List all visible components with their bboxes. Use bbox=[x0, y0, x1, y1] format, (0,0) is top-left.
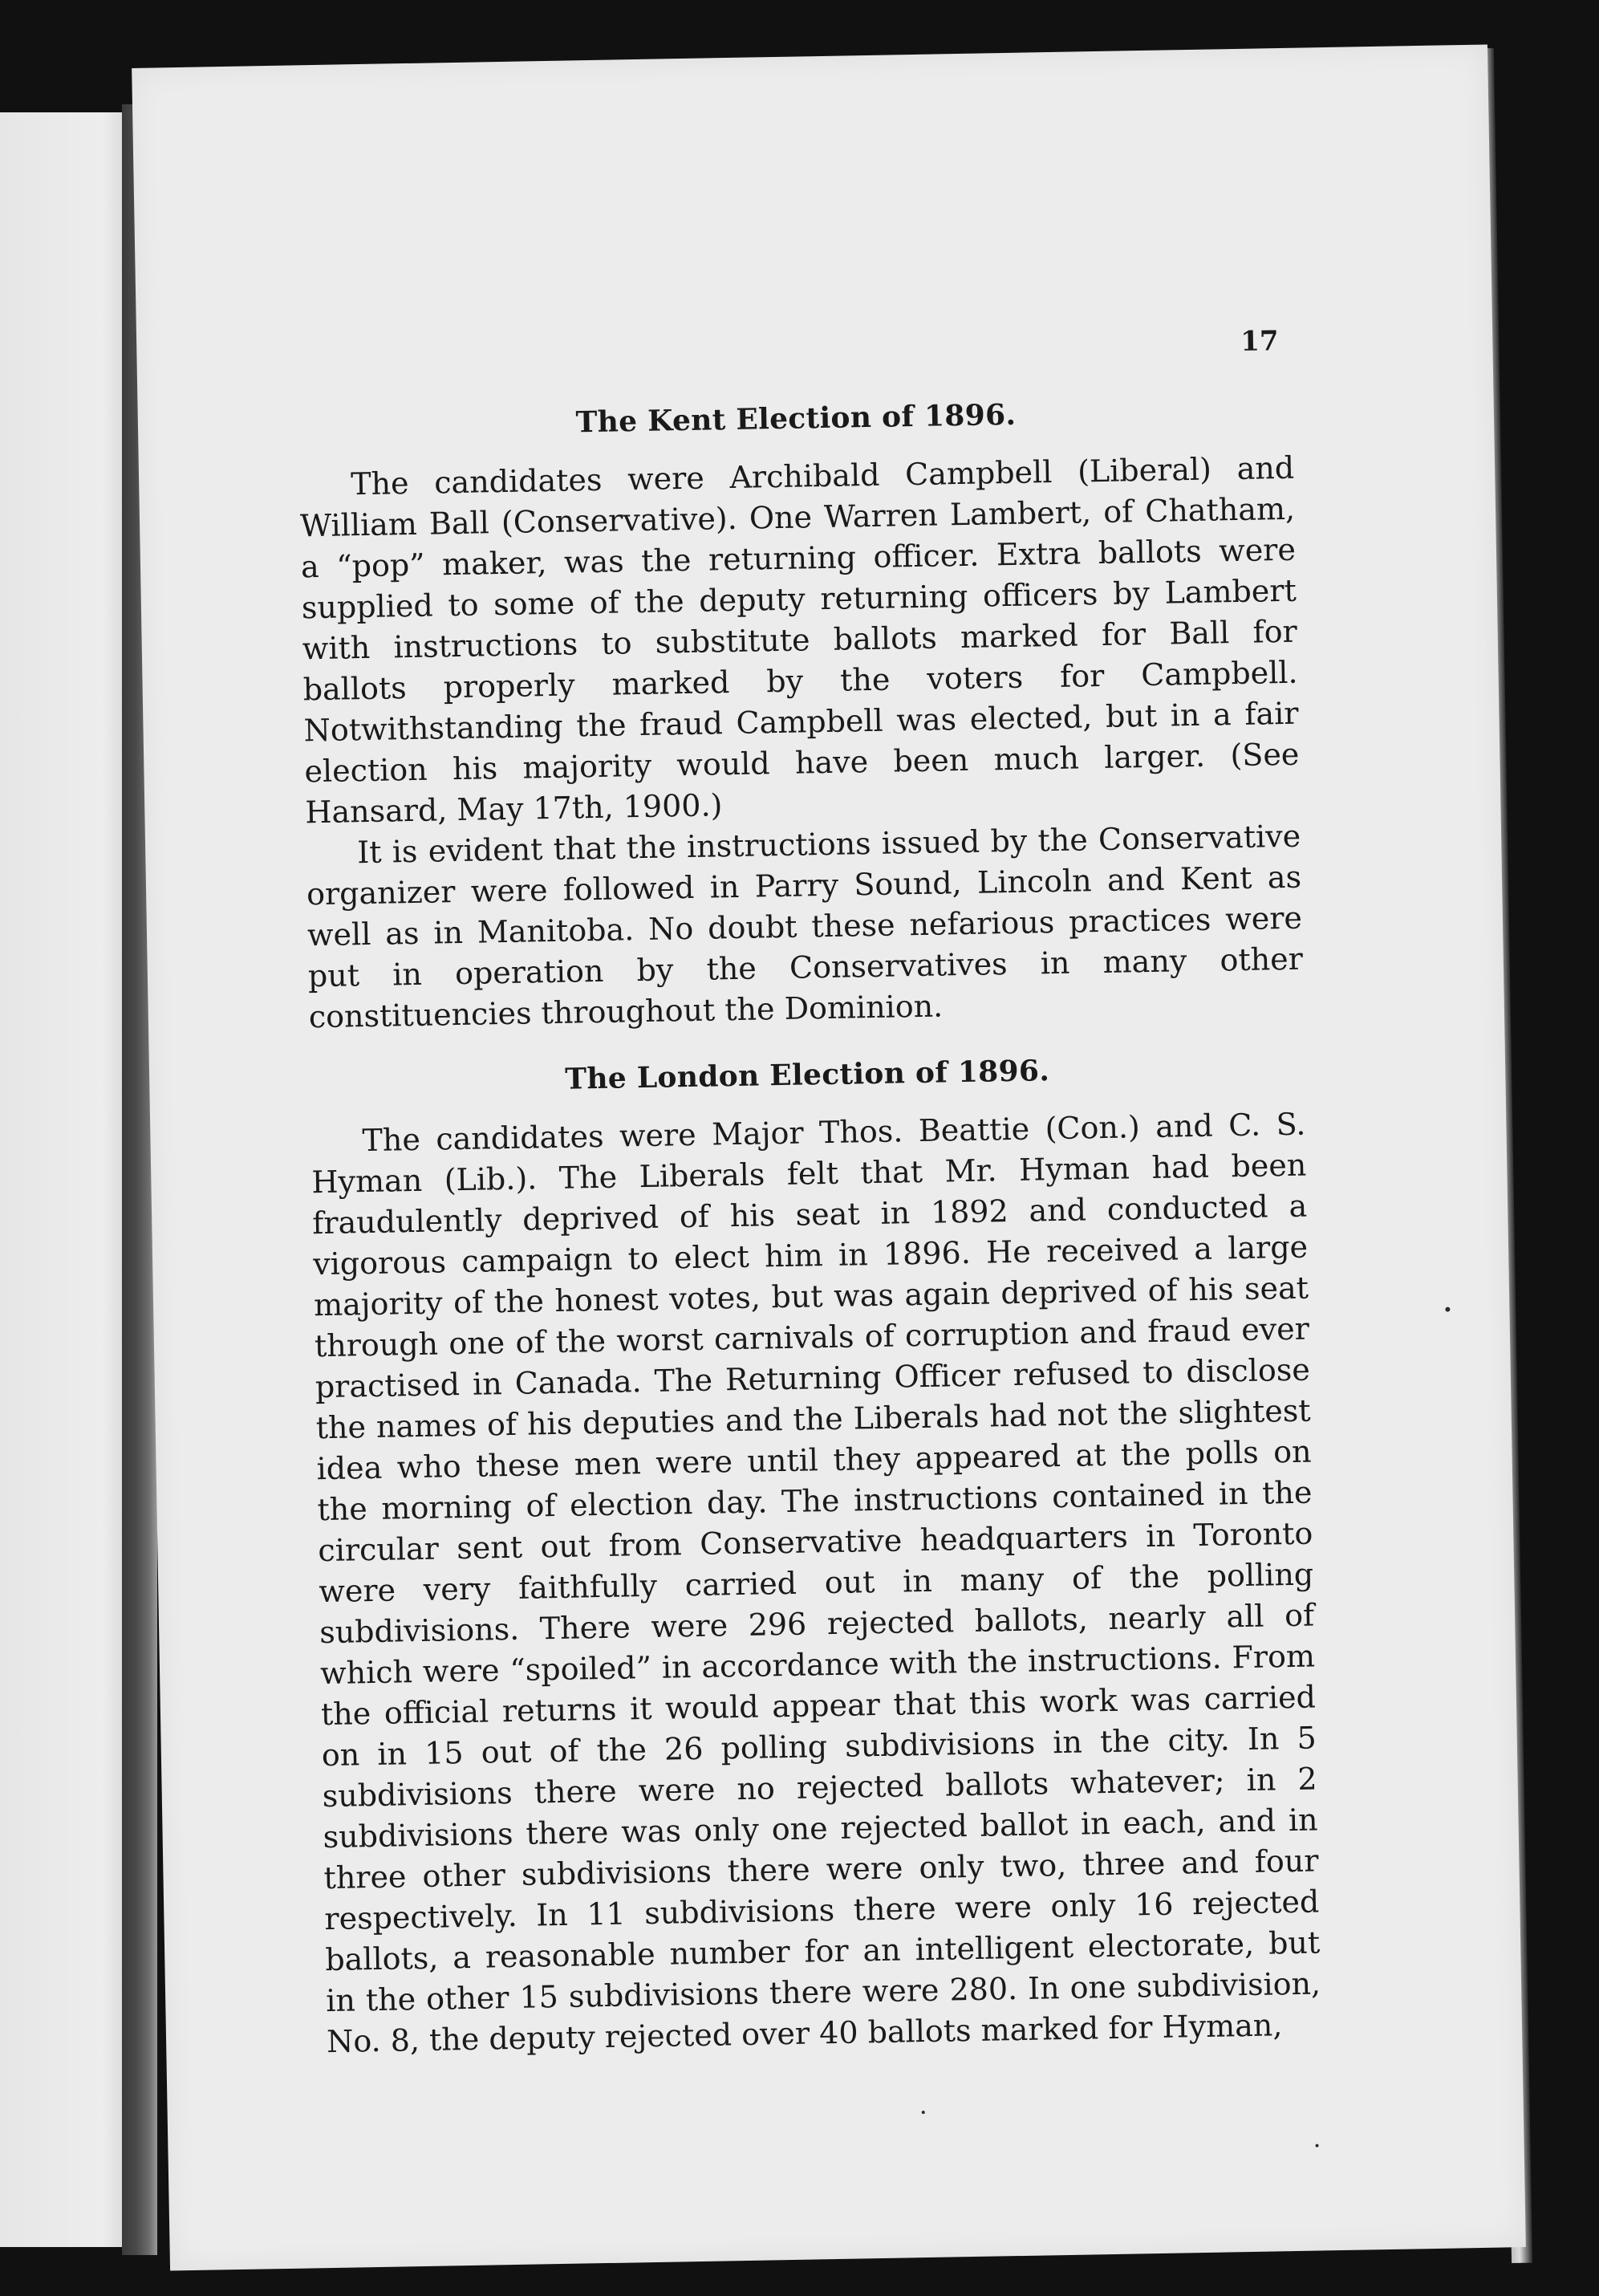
paragraph: The candidates were Major Thos. Beattie (Con.) and C. S. Hyman (Lib.). The Liberals felt that Mr. Hyman had been fraudulently deprived of his seat in 1892 and conducted a vigorous campaign to elect him in 1896. He received a large majority of the honest votes, but was again deprived of his seat through one of the worst carnivals of corruption and fraud ever practised in Canada. The Returning Officer refused to disclose the names of his deputies and the Liberals had not the slightest idea who these men were until they appeared at the polls on the morning of election day. The instructions contained in the circular sent out from Conservative headquarters in Toronto were very faithfully carried out in many of the polling subdivisions. There were 296 rejected ballots, nearly all of which were “spoiled” in accordance with the instructions. From the official returns it would appear that this work was carried on in 15 out of the 26 polling subdivisions in the city. In 5 subdivisions there were no rejected ballots whatever; in 2 subdivisions there was only one rejected ballot in each, and in three other subdivisions there were only two, three and four respectively. In 11 subdivisions there were only 16 rejected ballots, a reasonable number for an intelligent electorate, but in the other 15 subdivisions there were 280. In one subdivision, No. 8, the deputy rejected over 40 ballots marked for Hyman, bbox=[311, 1106, 1321, 2060]
page-content bbox=[298, 393, 1322, 2062]
facing-page-edge bbox=[0, 112, 128, 2247]
ink-speck bbox=[1445, 1307, 1450, 1312]
ink-speck bbox=[1316, 2144, 1319, 2148]
section-heading: The Kent Election of 1896. bbox=[575, 397, 1017, 440]
page-number: 17 bbox=[1240, 325, 1280, 358]
section-london-election bbox=[310, 1050, 1321, 2062]
book-page bbox=[132, 44, 1526, 2270]
section-heading: The London Election of 1896. bbox=[564, 1054, 1050, 1096]
section-kent-election bbox=[298, 393, 1304, 1038]
ink-speck bbox=[922, 2111, 925, 2114]
paragraph: It is evident that the instructions issued by the Conservative organizer were followed in Parry Sound, Lincoln and Kent as well as in Manitoba. No doubt these nefarious practices were put in operation by the Conservatives in many other constituencies throughout the Dominion. bbox=[306, 818, 1304, 1035]
paragraph: The candidates were Archibald Campbell (Liberal) and William Ball (Conservative). One Warren Lambert, of Chatham, a “pop” maker, was the returning officer. Extra ballots were supplied to some of the deputy returning officers by Lambert with instructions to substitute ballots marked for Ball for ballots properly marked by the voters for Campbell. Notwithstanding the fraud Campbell was elected, but in a fair election his majority would have been much larger. (See Hansard, May 17th, 1900.) bbox=[299, 449, 1300, 831]
